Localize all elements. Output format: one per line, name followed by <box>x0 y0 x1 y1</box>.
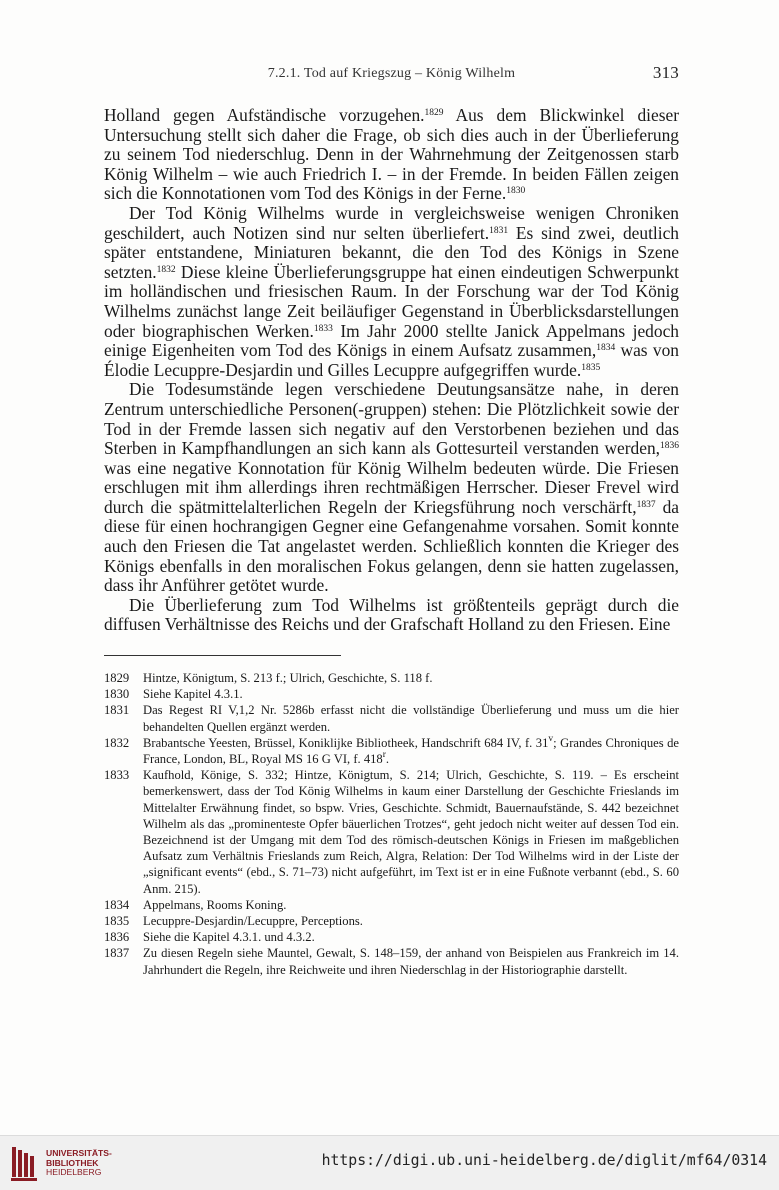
text-run: da diese für einen hochrangigen Gegner eine Gefangenahme vorsahen. Somit konnte auch den Friesen die Tat angelastet werden. Schließlich konnten die Krieger des Königs ebenfalls in den moralischen Fokus gelangen, denn sie hatten zugelassen, dass ihr Anführer getötet wurde. <box>104 496 680 596</box>
footnote-ref: r <box>382 750 386 761</box>
footnote-text <box>143 767 679 897</box>
text-run: Im Jahr 2000 stellte Janick Appelmans jedoch einige Eigenheiten vom Tod des Königs in einem Aufsatz zusammen, <box>104 320 679 361</box>
text-run: Brabantsche Yeesten, Brüssel, Koniklijke Bibliotheek, Handschrift 684 IV, f. 31 <box>143 735 549 750</box>
university-library-logo-text <box>46 1149 112 1178</box>
footnote-ref: v <box>548 733 554 744</box>
footnote-ref: 1829 <box>424 108 444 118</box>
footnote <box>104 735 679 767</box>
text-run: Appelmans, Rooms Koning. <box>143 897 287 912</box>
footnote-ref: 1835 <box>581 362 601 373</box>
footnote-ref: 1830 <box>506 186 526 197</box>
footnotes <box>104 670 679 978</box>
footnote-ref: 1836 <box>660 441 679 452</box>
footnote-number: 1836 <box>104 930 130 945</box>
footnote-text <box>143 702 679 734</box>
text-run: Hintze, Königtum, S. 213 f.; Ulrich, Geschichte, S. 118 f. <box>143 671 433 685</box>
footnote-text <box>143 945 679 977</box>
text-run: Siehe die Kapitel 4.3.1. und 4.3.2. <box>143 930 315 945</box>
text-run: Diese kleine Überlieferungsgruppe hat einen eindeutigen Schwerpunkt im holländischen und friesischen Raum. In der Forschung war der Tod König Wilhelms zunächst lange Zeit beiläufiger Gegenstand in Überblicksdarstellungen oder biographischen Werken. <box>104 261 679 341</box>
running-head <box>104 63 679 86</box>
footnote-ref: 1832 <box>156 264 176 275</box>
text-run: Das Regest RI V,1,2 Nr. 5286b erfasst nicht die vollständige Überlieferung und muss um die hier behandelten Quellen ergänzt werden. <box>143 703 679 734</box>
footnote-number: 1831 <box>104 703 130 718</box>
university-library-logo-icon <box>10 1144 40 1182</box>
text-run: Die Überlieferung zum Tod Wilhelms ist größtenteils geprägt durch die diffusen Verhältnisse des Reichs und der Grafschaft Holland zu den Friesen. Eine <box>104 594 679 635</box>
footnote-text <box>143 735 679 767</box>
footnote <box>104 767 679 897</box>
viewer-footer-bar <box>0 1135 779 1190</box>
text-run: ; Grandes Chroniques de France, London, BL, Royal MS 16 G VI, f. 418 <box>143 735 679 767</box>
footnote-text <box>143 670 679 686</box>
body-paragraph <box>104 106 679 204</box>
text-run: Die Todesumstände legen verschiedene Deutungsansätze nahe, in deren Zentrum unterschiedliche Personen(-gruppen) stehen: Die Plötzlichkeit sowie der Tod in der Fremde lassen sich negativ auf den Verstorbenen beziehen und das Sterben in Kampfhandlungen an sich kann als Gottesurteil verstanden werden, <box>104 379 679 459</box>
footnote <box>104 929 679 945</box>
footnote <box>104 702 679 734</box>
footnote-ref: 1834 <box>596 343 616 354</box>
footnote-text <box>143 686 679 702</box>
footnote <box>104 670 679 686</box>
permalink-url[interactable]: https://digi.ub.uni-heidelberg.de/diglit/mf64/0314 <box>321 1152 767 1169</box>
footnote <box>104 945 679 977</box>
footnote-ref: 1837 <box>636 499 656 510</box>
footnote-number: 1834 <box>104 897 130 912</box>
logo-line-3: HEIDELBERG <box>46 1167 102 1178</box>
text-run: Siehe Kapitel 4.3.1. <box>143 687 243 702</box>
footnote-text <box>143 929 679 945</box>
footnote-number: 1833 <box>104 768 130 783</box>
footnote-separator <box>104 655 341 656</box>
footnote-text <box>143 913 679 929</box>
text-run: Kaufhold, Könige, S. 332; Hintze, Königtum, S. 214; Ulrich, Geschichte, S. 119. – Es erscheint bemerkenswert, dass der Tod König Wilhelms in kaum einer Darstellung der Geschichte Frieslands im Mittelalter Erwähnung findet, so bspw. Vries, Geschichte. Schmidt, Bauernaufstände, S. 442 bezeichnet Wilhelm als das „prominenteste Opfer bäuerlichen Trotzes“, geht jedoch nicht weiter auf dessen Tod ein. Bezeichnend ist der Umgang mit dem Tod des römisch-deutschen Königs in Friesen im maßgeblichen Aufsatz zum Verhältnis Frieslands zum Reich, Algra, Relation: Der Tod Wilhelms wird in der Liste der „significant events“ (ebd., S. 71–73) nicht aufgeführt, im Text ist er in eine Fußnote verbannt (ebd., S. 60 Anm. 215). <box>143 768 679 896</box>
footnote-ref: 1833 <box>313 323 333 334</box>
text-run: was von Élodie Lecuppre-Desjardin und Gilles Lecuppre aufgegriffen wurde. <box>104 340 679 380</box>
footnote <box>104 913 679 929</box>
body-paragraph <box>104 204 679 380</box>
footnote-ref: 1831 <box>489 225 509 236</box>
logo-line-2: BIBLIOTHEK <box>46 1157 99 1168</box>
text-run: Holland gegen Aufständische vorzugehen. <box>104 105 425 125</box>
logo-line-1: UNIVERSITÄTS- <box>46 1148 112 1158</box>
footnote-number: 1837 <box>104 946 130 961</box>
footnote <box>104 897 679 913</box>
footnote-number: 1835 <box>104 914 130 929</box>
text-run: Zu diesen Regeln siehe Mauntel, Gewalt, S. 148–159, der anhand von Beispielen aus Frankreich im 14. Jahrhundert die Regeln, ihre Reichweite und ihren Niederschlag in der Historiographie darstellt. <box>143 946 679 977</box>
text-run: . <box>385 752 390 767</box>
text-run: was eine negative Konnotation für König Wilhelm bedeuten würde. Die Friesen erschlugen mit ihm allerdings ihren rechtmäßigen Herrscher. Dieser Frevel wird durch die spätmittelalterlichen Regeln der Kriegsführung noch verschärft, <box>104 457 679 517</box>
running-title: 7.2.1. Tod auf Kriegszug – König Wilhelm <box>267 66 516 81</box>
footnote-number: 1832 <box>104 735 130 750</box>
text-run: Lecuppre-Desjardin/Lecuppre, Perceptions. <box>143 914 363 929</box>
body-paragraph <box>104 380 679 596</box>
body-paragraph <box>104 596 679 635</box>
page-number: 313 <box>652 63 679 82</box>
footnote-text <box>143 897 679 913</box>
footnote-number: 1829 <box>104 671 130 685</box>
footnote-number: 1830 <box>104 687 130 702</box>
text-run: Es sind zwei, deutlich später entstandene, Miniaturen bekannt, die den Tod des Königs in Szene setzten. <box>104 222 679 282</box>
text-run: Der Tod König Wilhelms wurde in vergleichsweise wenigen Chroniken geschildert, auch Notizen sind nur selten überliefert. <box>104 202 679 243</box>
footnote <box>104 686 679 702</box>
text-run: Aus dem Blickwinkel dieser Untersuchung stellt sich daher die Frage, ob sich dies auch in der Überlieferung zu seinem Tod niederschlug. Denn in der Wahrnehmung der Zeitgenossen starb König Wilhelm – wie auch Friedrich I. – in der Fremde. In beiden Fällen zeigen sich die Konnotationen vom Tod des Königs in der Ferne. <box>104 105 679 204</box>
body-text <box>104 106 679 635</box>
